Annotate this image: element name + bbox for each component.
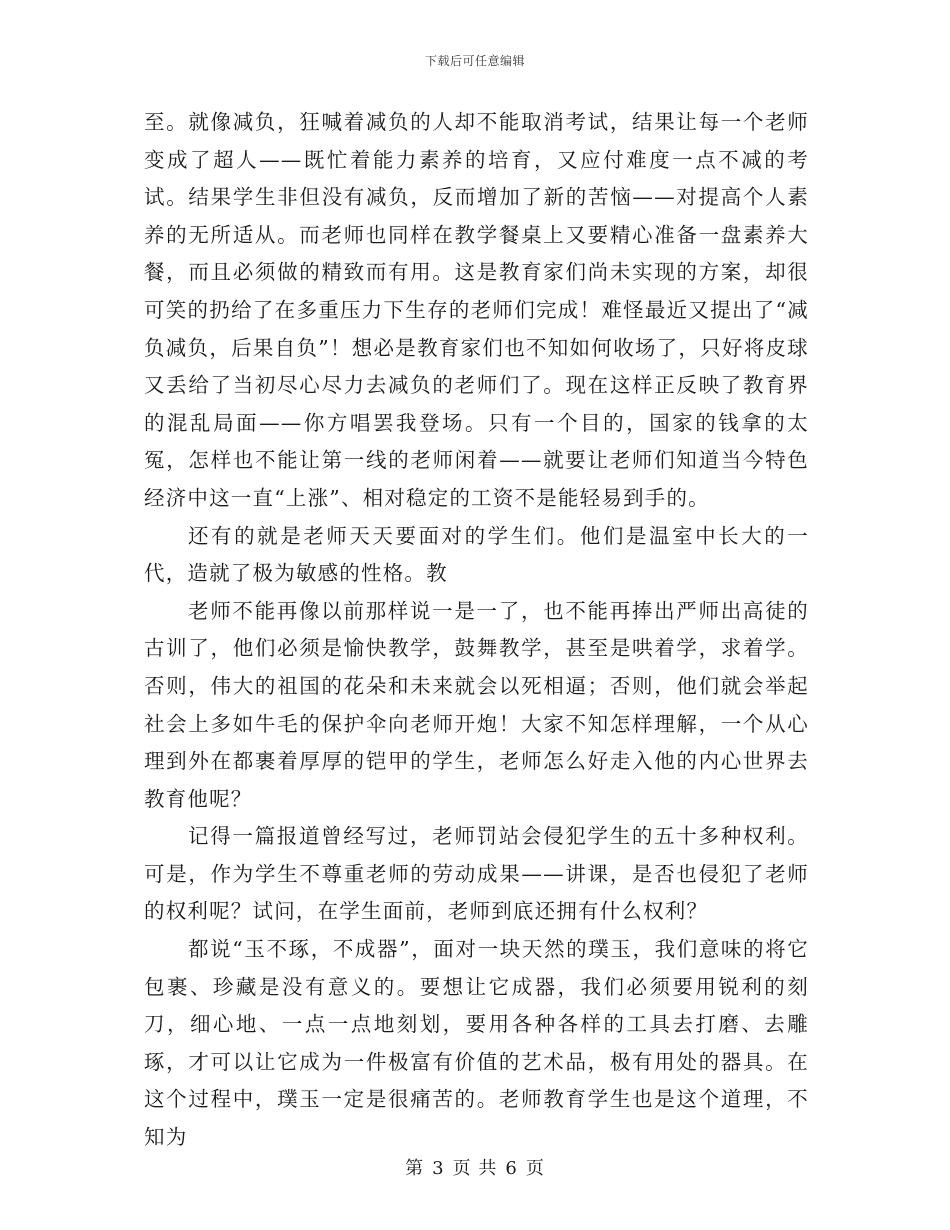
page-current-number: 3 [432,1158,445,1179]
paragraph-3: 老师不能再像以前那样说一是一了，也不能再捧出严师出高徒的古训了，他们必须是愉快教学，鼓舞教学，甚至是哄着学，求着学。否则，伟大的祖国的花朵和未来就会以死相逼；否则，他们就会举起社会上多如牛毛的保护伞向老师开炮！大家不知怎样理解，一个从心理到外在都裹着厚厚的铠甲的学生，老师怎么好走入他的内心世界去教育他呢？ [144,598,809,811]
document-body [144,104,809,1157]
paragraph-1: 至。就像减负，狂喊着减负的人却不能取消考试，结果让每一个老师变成了超人——既忙着能力素养的培育，又应付难度一点不减的考试。结果学生非但没有减负，反而增加了新的苦恼——对提高个人素养的无所适从。而老师也同样在教学餐桌上又要精心准备一盘素养大餐，而且必须做的精致而有用。这是教育家们尚未实现的方案，却很可笑的扔给了在多重压力下生存的老师们完成！难怪最近又提出了“减负减负，后果自负”！想必是教育家们也不知如何收场了，只好将皮球又丢给了当初尽心尽力去减负的老师们了。现在这样正反映了教育界的混乱局面——你方唱罢我登场。只有一个目的，国家的钱拿的太冤，怎样也不能让第一线的老师闲着——就要让老师们知道当今特色经济中这一直“上涨”、相对稳定的工资不是能轻易到手的。 [144,110,809,510]
page-label-mid: 页 共 [452,1158,498,1179]
page-label-suffix: 页 [525,1158,545,1179]
page-label-prefix: 第 [405,1158,425,1179]
paragraph-2: 还有的就是老师天天要面对的学生们。他们是温室中长大的一代，造就了极为敏感的性格。教 [144,523,809,586]
paragraph-4: 记得一篇报道曾经写过，老师罚站会侵犯学生的五十多种权利。可是，作为学生不尊重老师的劳动成果——讲课，是否也侵犯了老师的权利呢？试问，在学生面前，老师到底还拥有什么权利？ [144,824,809,924]
page-total-number: 6 [505,1158,518,1179]
paragraph-5: 都说“玉不琢，不成器”，面对一块天然的璞玉，我们意味的将它包裹、珍藏是没有意义的。要想让它成器，我们必须要用锐利的刻刀，细心地、一点一点地刻划，要用各种各样的工具去打磨、去雕琢，才可以让它成为一件极富有价值的艺术品，极有用处的器具。在这个过程中，璞玉一定是很痛苦的。老师教育学生也是这个道理，不知为 [144,937,809,1150]
page-header-note: 下载后可任意编辑 [424,54,525,68]
page-footer [0,1154,950,1180]
